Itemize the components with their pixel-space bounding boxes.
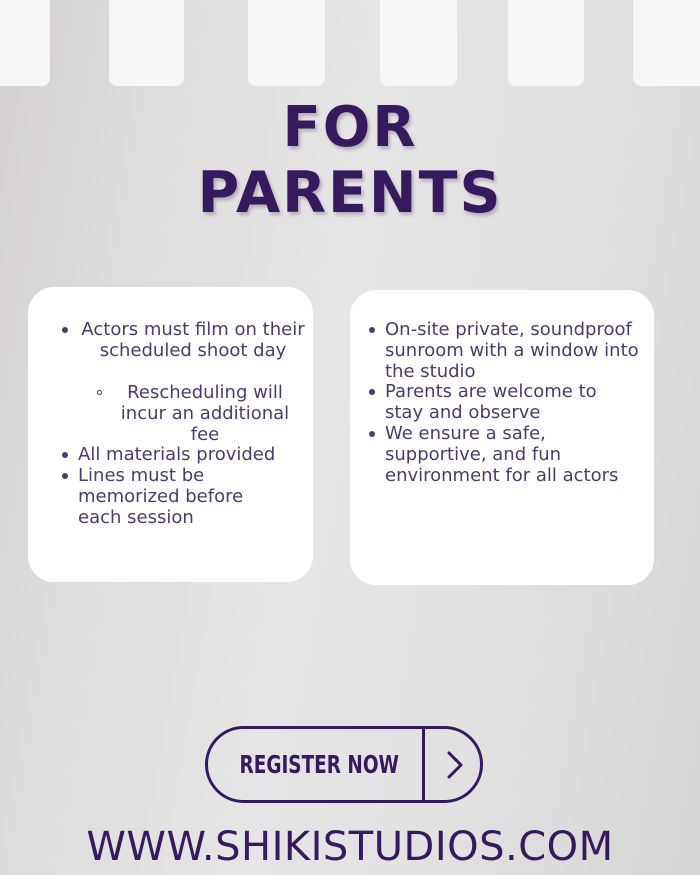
bullet-icon (62, 452, 68, 458)
film-strip-hole (508, 0, 584, 86)
website-link[interactable]: WWW.SHIKISTUDIOS.COM (86, 824, 614, 870)
film-strip-hole (380, 0, 457, 86)
button-divider (422, 729, 425, 800)
list-item-text: Actors must film on their scheduled shoot day (81, 319, 305, 361)
page-title-line-1: FOR (282, 95, 418, 160)
film-strip-hole (633, 0, 700, 86)
list-item-text: All materials provided (78, 444, 276, 465)
film-strip-hole (248, 0, 325, 86)
list-item-text: We ensure a safe, supportive, and fun environment for all actors (385, 423, 619, 486)
list-item-text: Parents are welcome to stay and observe (385, 381, 597, 423)
register-now-button[interactable] (205, 726, 483, 803)
amenities-card (350, 290, 654, 585)
bullet-icon (369, 327, 375, 333)
bullet-icon (369, 389, 375, 395)
list-item-text: On-site private, soundproof sunroom with a window into the studio (385, 319, 639, 382)
page-title-line-2: PARENTS (197, 160, 503, 226)
film-strip-hole (109, 0, 184, 86)
bullet-icon (62, 473, 68, 479)
chevron-right-icon (440, 750, 468, 780)
bullet-icon (62, 327, 68, 333)
sub-bullet-icon (97, 390, 102, 395)
sub-list-item-text: Rescheduling will incur an additional fee (120, 382, 290, 445)
bullet-icon (369, 431, 375, 437)
list-item-text: Lines must be memorized before each session (78, 465, 244, 528)
policies-card (28, 287, 313, 582)
film-strip-hole (0, 0, 50, 86)
register-now-label: REGISTER NOW (239, 750, 399, 779)
